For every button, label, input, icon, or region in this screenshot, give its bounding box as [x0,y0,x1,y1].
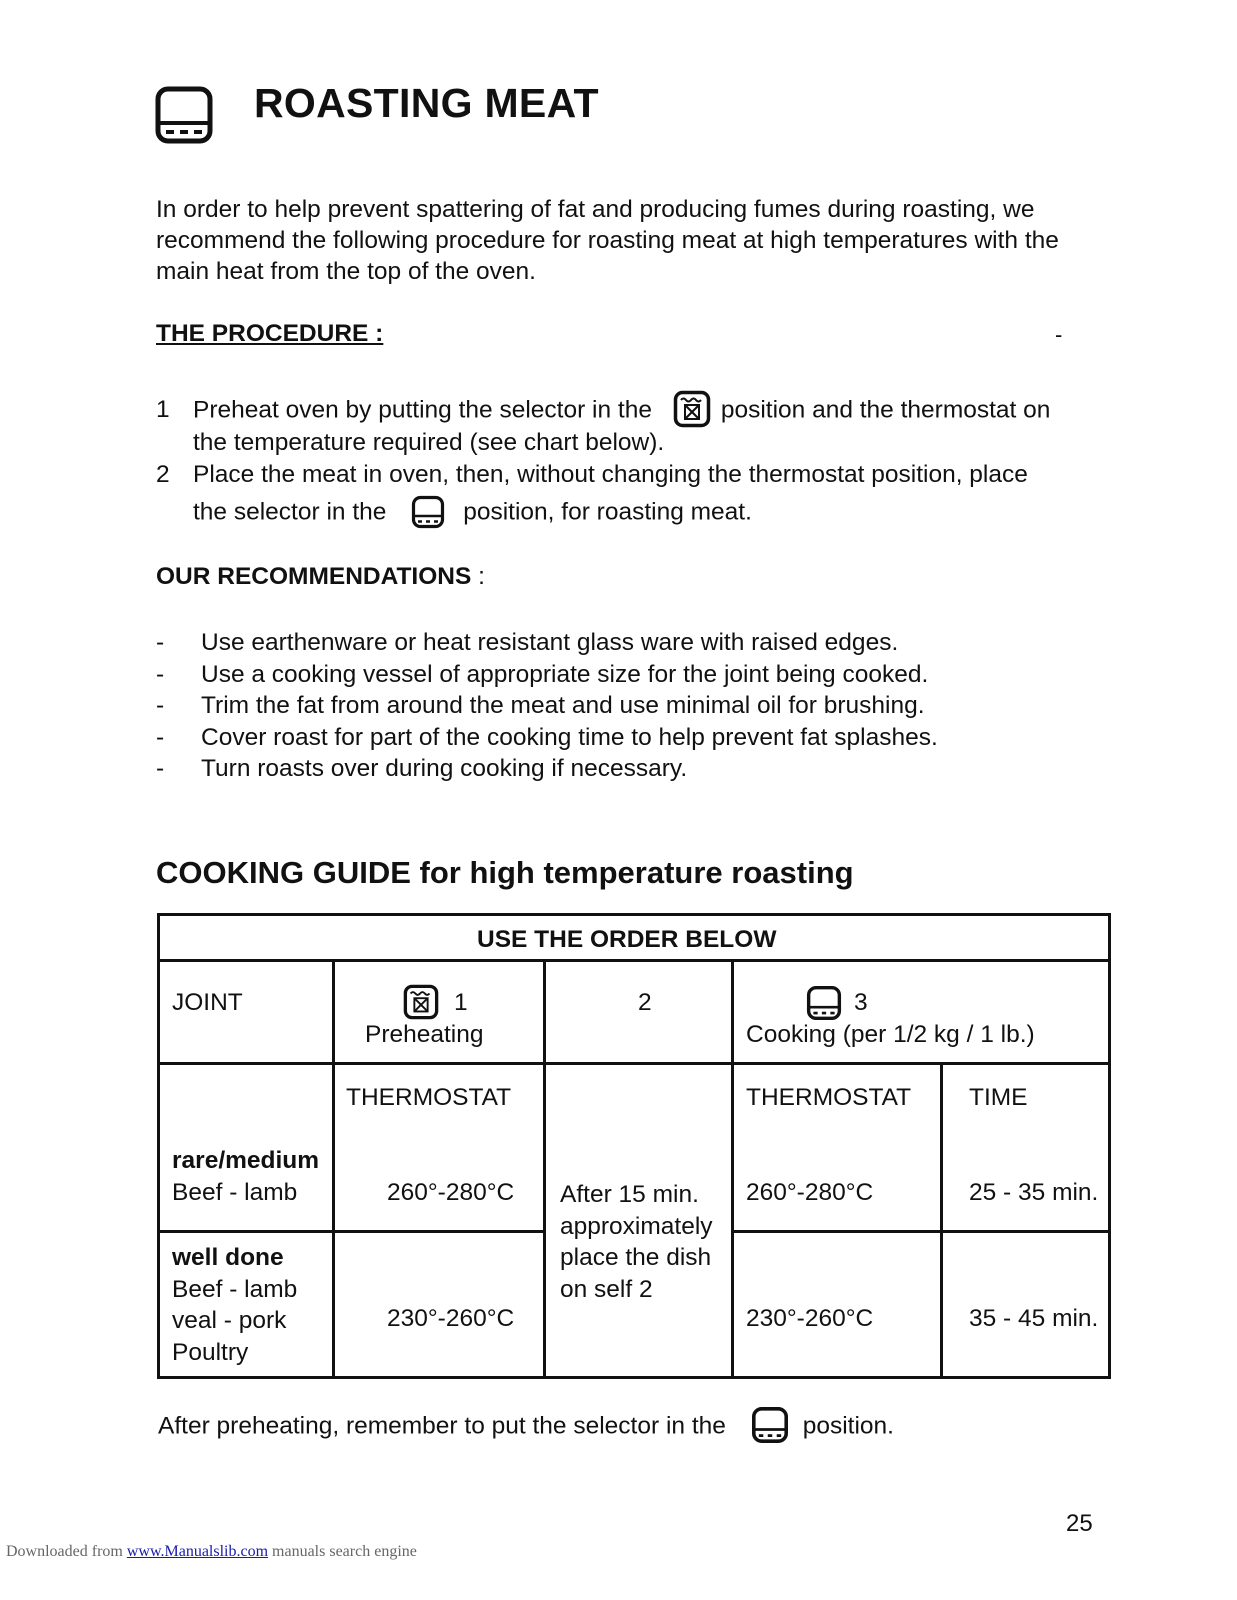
list-item-text: Cover roast for part of the cooking time to help prevent fat splashes. [201,723,938,751]
bullet: - [156,755,165,783]
table-rule [732,1230,1111,1233]
step2-line: approximately [560,1212,713,1240]
step-text: Preheat oven by putting the selector in the [193,396,652,424]
col3-number: 3 [854,989,868,1016]
step-text: position and the thermostat on [720,396,1051,424]
recommendations-list [156,627,938,785]
recommendations-heading [156,563,485,591]
intro-paragraph [156,194,1136,287]
col3-label: Cooking (per 1/2 kg / 1 lb.) [746,1021,1035,1048]
col2-number: 2 [638,989,652,1016]
list-item-text: Use earthenware or heat resistant glass ware with raised edges. [201,629,899,656]
download-suffix: manuals search engine [268,1543,417,1560]
oven-roast-icon [806,985,842,1021]
bullet: - [156,660,165,688]
joint-name: Poultry [172,1338,249,1366]
table-rule [332,959,335,1376]
guide-title: COOKING GUIDE for high temperature roasting [156,855,854,890]
preheat-temp: 230°-260°C [387,1305,515,1332]
step-2-line-2 [193,496,752,530]
bullet: - [156,629,165,656]
cook-time: 25 - 35 min. [969,1179,1099,1206]
table-rule [157,959,1111,962]
time-header: TIME [969,1084,1028,1111]
cook-temp: 260°-280°C [746,1179,874,1206]
list-item-text: Turn roasts over during cooking if necessary. [201,755,688,783]
joint-name: Beef - lamb [172,1179,298,1206]
step-text: the temperature required (see chart below). [193,429,665,456]
col1-number: 1 [454,989,468,1016]
step2-instruction [560,1179,713,1305]
list-item [156,627,938,659]
page-number: 25 [1066,1510,1093,1537]
list-item-text: Trim the fat from around the meat and use minimal oil for brushing. [201,692,925,720]
joint-name: Beef - lamb [172,1275,298,1303]
margin-mark: - [1055,322,1063,347]
cook-time: 35 - 45 min. [969,1305,1099,1332]
heading-colon: : [471,563,485,590]
step-number: 1 [156,396,170,424]
cook-thermostat-header: THERMOSTAT [746,1084,912,1111]
table-rule [940,1062,943,1376]
joint-name: veal - pork [172,1307,287,1334]
joint-doneness: well done [172,1244,284,1271]
joint-cell [172,1242,297,1368]
oven-roast-icon [411,495,445,529]
list-item-text: Use a cooking vessel of appropriate size for the joint being cooked. [201,660,929,688]
list-item [156,753,938,785]
step2-line: place the dish [560,1244,712,1271]
step-text: the selector in the [193,498,387,526]
col-joint-header: JOINT [172,989,243,1016]
joint-doneness: rare/medium [172,1147,320,1174]
step2-line: After 15 min. [560,1181,699,1208]
step2-line: on self 2 [560,1275,653,1303]
step-text: position, for roasting meat. [463,498,752,526]
step-1-line-1 [156,392,1050,430]
preheat-thermostat-header: THERMOSTAT [346,1084,512,1111]
table-banner: USE THE ORDER BELOW [477,926,777,953]
download-prefix: Downloaded from [6,1543,127,1560]
step-number: 2 [156,461,170,488]
grill-fan-icon [673,390,711,428]
bullet: - [156,692,165,720]
recommendations-heading-text: OUR RECOMMENDATIONS [156,563,472,590]
intro-line: main heat from the top of the oven. [156,258,536,285]
col1-label: Preheating [365,1021,484,1048]
table-rule [157,1230,545,1233]
list-item [156,722,938,754]
oven-roast-icon [751,1406,789,1444]
list-item [156,659,938,691]
table-frame [157,913,1111,1379]
table-rule [543,959,546,1376]
bullet: - [156,723,165,751]
table-rule [731,959,734,1376]
grill-fan-icon [403,984,439,1020]
footer-note [158,1408,894,1446]
manualslib-link[interactable]: www.Manualslib.com [126,1543,269,1560]
footer-text: After preheating, remember to put the selector in the [158,1412,726,1440]
table-rule [157,1062,1111,1065]
footer-text: position. [802,1412,894,1440]
intro-line: In order to help prevent spattering of fat and producing fumes during roasting, we [156,196,1035,223]
preheat-temp: 260°-280°C [387,1179,515,1206]
step-2-line-1 [156,461,1028,489]
cook-temp: 230°-260°C [746,1305,874,1332]
intro-line: recommend the following procedure for roasting meat at high temperatures with the [156,227,1059,254]
page-title: ROASTING MEAT [254,80,599,126]
list-item [156,690,938,722]
download-footer [6,1543,417,1561]
procedure-heading: THE PROCEDURE : [156,320,384,347]
step-text: Place the meat in oven, then, without changing the thermostat position, place [193,461,1028,488]
oven-roast-icon [155,86,213,144]
